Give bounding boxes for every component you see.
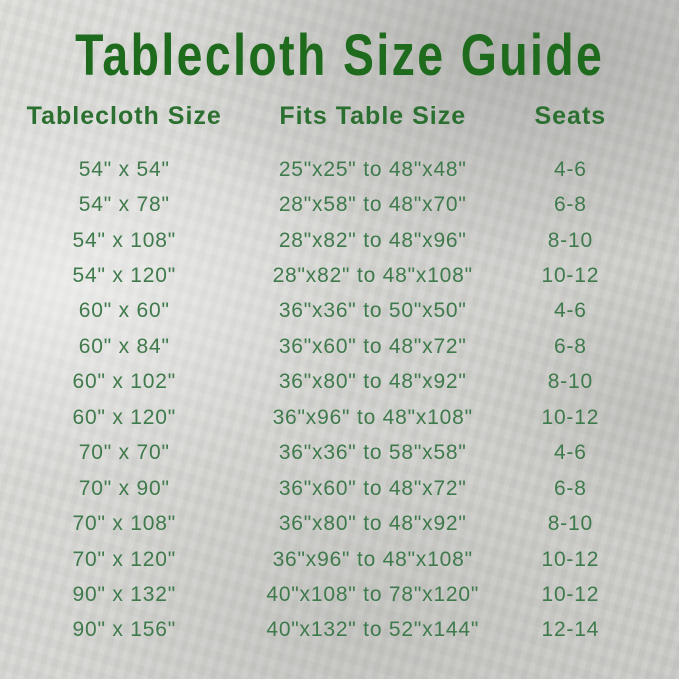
table-row xyxy=(0,294,679,329)
cell-seats: 10-12 xyxy=(541,582,600,606)
table-row xyxy=(0,152,679,187)
table-row xyxy=(0,471,679,506)
cell-seats: 6-8 xyxy=(553,193,587,217)
table-row xyxy=(0,400,679,435)
size-table xyxy=(0,152,679,648)
table-row xyxy=(0,436,679,471)
cell-seats: 4-6 xyxy=(553,299,587,323)
cell-seats: 12-14 xyxy=(541,618,600,642)
cell-tablecloth-size: 70" x 90" xyxy=(78,476,170,500)
cell-fits-table-size: 40"x108" to 78"x120" xyxy=(266,582,480,606)
table-row xyxy=(0,506,679,541)
cell-fits-table-size: 36"x36" to 50"x50" xyxy=(278,299,467,323)
table-row xyxy=(0,187,679,222)
column-header-fits-table-size: Fits Table Size xyxy=(279,102,467,130)
cell-seats: 6-8 xyxy=(553,334,587,358)
cell-tablecloth-size: 60" x 60" xyxy=(78,299,170,323)
table-row xyxy=(0,577,679,612)
cell-fits-table-size: 40"x132" to 52"x144" xyxy=(266,618,480,642)
cell-fits-table-size: 25"x25" to 48"x48" xyxy=(278,157,467,181)
cell-fits-table-size: 28"x82" to 48"x108" xyxy=(272,264,473,288)
cell-seats: 4-6 xyxy=(553,441,587,465)
cell-tablecloth-size: 70" x 70" xyxy=(78,441,170,465)
table-row xyxy=(0,223,679,258)
column-header-tablecloth-size: Tablecloth Size xyxy=(26,102,222,130)
table-row xyxy=(0,258,679,293)
cell-seats: 8-10 xyxy=(547,370,593,394)
cell-tablecloth-size: 90" x 132" xyxy=(72,582,176,606)
cell-seats: 8-10 xyxy=(547,512,593,536)
page-title xyxy=(0,22,679,89)
cell-seats: 4-6 xyxy=(553,157,587,181)
cell-seats: 10-12 xyxy=(541,547,600,571)
cell-tablecloth-size: 90" x 156" xyxy=(72,618,176,642)
cell-fits-table-size: 36"x80" to 48"x92" xyxy=(278,370,467,394)
table-row xyxy=(0,613,679,648)
cell-fits-table-size: 36"x36" to 58"x58" xyxy=(278,441,467,465)
table-row xyxy=(0,365,679,400)
cell-tablecloth-size: 54" x 108" xyxy=(72,228,176,252)
cell-fits-table-size: 36"x60" to 48"x72" xyxy=(278,334,467,358)
cell-tablecloth-size: 70" x 120" xyxy=(72,547,176,571)
table-header-row xyxy=(0,102,679,131)
cell-seats: 6-8 xyxy=(553,476,587,500)
table-row xyxy=(0,542,679,577)
cell-fits-table-size: 36"x96" to 48"x108" xyxy=(272,547,473,571)
cell-fits-table-size: 28"x58" to 48"x70" xyxy=(278,193,467,217)
cell-tablecloth-size: 70" x 108" xyxy=(72,512,176,536)
cell-tablecloth-size: 60" x 84" xyxy=(78,334,170,358)
cell-fits-table-size: 36"x60" to 48"x72" xyxy=(278,476,467,500)
cell-tablecloth-size: 60" x 120" xyxy=(72,405,176,429)
column-header-seats: Seats xyxy=(534,102,607,130)
cell-tablecloth-size: 54" x 54" xyxy=(78,157,170,181)
cell-tablecloth-size: 54" x 78" xyxy=(78,193,170,217)
cell-seats: 10-12 xyxy=(541,264,600,288)
cell-fits-table-size: 28"x82" to 48"x96" xyxy=(278,228,467,252)
cell-tablecloth-size: 54" x 120" xyxy=(72,264,176,288)
cell-fits-table-size: 36"x80" to 48"x92" xyxy=(278,512,467,536)
table-row xyxy=(0,329,679,364)
cell-seats: 8-10 xyxy=(547,228,593,252)
cell-tablecloth-size: 60" x 102" xyxy=(72,370,176,394)
cell-seats: 10-12 xyxy=(541,405,600,429)
cell-fits-table-size: 36"x96" to 48"x108" xyxy=(272,405,473,429)
page-title-text: Tablecloth Size Guide xyxy=(74,23,605,88)
